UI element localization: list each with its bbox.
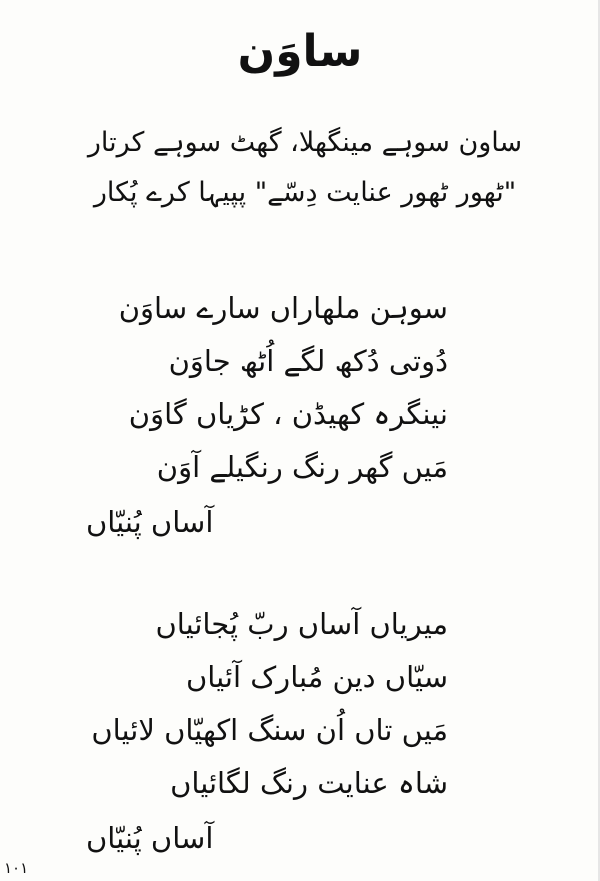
page-number: ۱۰۱ xyxy=(4,859,29,877)
verse-line: میریاں آساں ربّ پُجائیاں xyxy=(155,607,448,641)
verse-line: مَیں تاں اُن سنگ اکھیّاں لائیاں xyxy=(91,713,448,747)
refrain-two: آساں پُنیّاں xyxy=(86,821,214,855)
verse-line: دُوتی دُکھ لگے اُٹھ جاوَن xyxy=(168,344,448,378)
poem-title: ساوَن xyxy=(237,26,363,77)
intro-line: "ٹھور ٹھور عنایت دِسّے" پپیہا کرے پُکار xyxy=(93,177,517,208)
verse-line: مَیں گھر رنگ رنگیلے آوَن xyxy=(156,450,448,484)
refrain-one: آساں پُنیّاں xyxy=(86,505,214,539)
verse-line: سوہن ملھاراں سارے ساوَن xyxy=(118,291,448,325)
verse-line: شاہ عنایت رنگ لگائیاں xyxy=(170,766,448,800)
verse-line: سیّاں دین مُبارک آئیاں xyxy=(186,660,448,694)
stanza-two xyxy=(91,598,448,810)
verse-line: نینگرہ کھیڈن ، کڑیاں گاوَن xyxy=(128,397,448,431)
intro-line: ساون سوہے مینگھلا، گھٹ سوہے کرتار xyxy=(87,127,523,158)
stanza-one xyxy=(119,282,448,494)
poem-intro xyxy=(70,118,540,218)
